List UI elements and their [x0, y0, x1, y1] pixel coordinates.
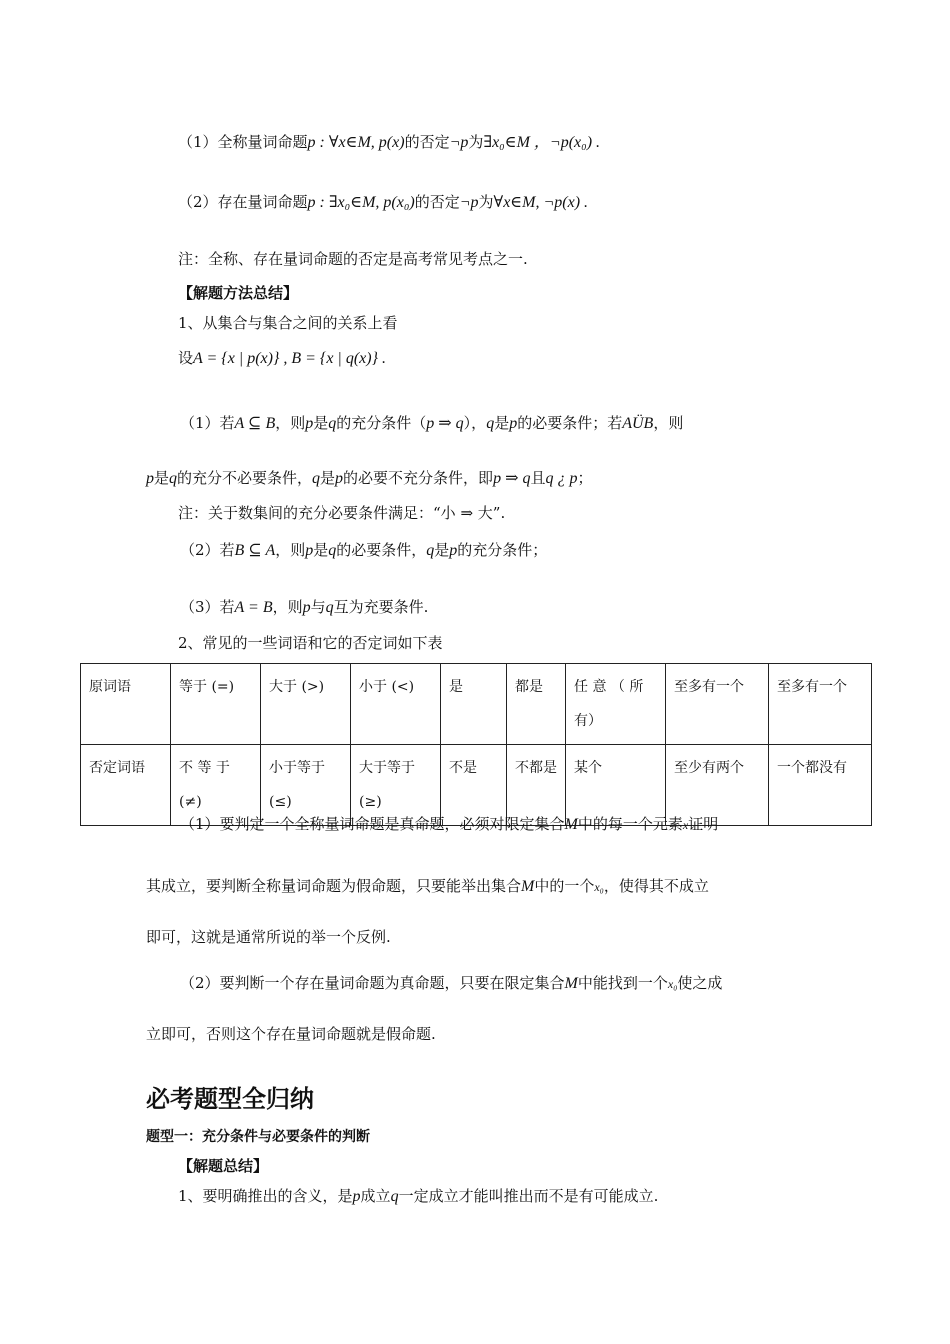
table-cell: 都是 [507, 664, 566, 745]
table-cell: 小于 (<) [351, 664, 441, 745]
negation-words-table [80, 663, 872, 826]
table-cell: 否定词语 [81, 745, 171, 826]
method-heading: 【解题方法总结】 [178, 284, 299, 302]
negation-universal: （1）全称量词命题p : ∀x∈M, p(x)的否定¬p为∃x₀∈M ，¬p(x₀) . [178, 133, 601, 151]
table-cell: 大于 (>) [261, 664, 351, 745]
set-definition: 设A = {x | p(x)} , B = {x | q(x)} . [178, 349, 386, 367]
table-cell: 小于等于 (≤) [261, 745, 351, 826]
paragraph-1-line-c: 即可，这就是通常所说的举一个反例. [146, 928, 391, 946]
table-cell: 任 意 （ 所 有） [566, 664, 666, 745]
method-item-1: 1、从集合与集合之间的关系上看 [178, 314, 398, 332]
note-negation: 注：全称、存在量词命题的否定是高考常见考点之一. [178, 250, 528, 268]
paragraph-1-line-b: 其成立，要判断全称量词命题为假命题，只要能举出集合M中的一个x₀，使得其不成立 [146, 877, 709, 895]
case-2: （2）若B ⊆ A，则p是q的必要条件，q是p的充分条件； [180, 541, 548, 559]
case-1-line-a: （1）若A ⊆ B，则p是q的充分条件（p ⇒ q），q是p的必要条件；若AÜB，则 [180, 414, 684, 432]
table-cell: 大于等于 (≥) [351, 745, 441, 826]
paragraph-1-line-a: （1）要判定一个全称量词命题是真命题，必须对限定集合M中的每一个元素x证明 [180, 815, 719, 833]
note-number-sets: 注：关于数集间的充分必要条件满足：“小 ⇒ 大”. [178, 504, 506, 522]
method-item-2: 2、常见的一些词语和它的否定词如下表 [178, 634, 443, 652]
table-cell: 不都是 [507, 745, 566, 826]
table-cell: 一个都没有 [769, 745, 872, 826]
negation-existential: （2）存在量词命题p : ∃x₀∈M, p(x₀)的否定¬p为∀x∈M, ¬p(x) . [178, 193, 589, 211]
summary-heading: 【解题总结】 [178, 1157, 269, 1175]
paragraph-2-line-b: 立即可，否则这个存在量词命题就是假命题. [146, 1025, 436, 1043]
table-cell: 某个 [566, 745, 666, 826]
table-cell: 不 等 于 (≠) [171, 745, 261, 826]
table-cell: 是 [441, 664, 507, 745]
case-3: （3）若A = B，则p与q互为充要条件. [180, 598, 429, 616]
table-cell: 不是 [441, 745, 507, 826]
table-cell: 等于 (=) [171, 664, 261, 745]
table-row-original [81, 664, 872, 745]
table-cell: 至多有一个 [666, 664, 769, 745]
table-cell: 至多有一个 [769, 664, 872, 745]
paragraph-2-line-a: （2）要判断一个存在量词命题为真命题，只要在限定集合M中能找到一个x₀使之成 [180, 974, 723, 992]
case-1-line-b: p是q的充分不必要条件，q是p的必要不充分条件，即p ⇒ q且q ¿ p； [146, 469, 593, 487]
summary-item-1: 1、要明确推出的含义，是p成立q一定成立才能叫推出而不是有可能成立. [178, 1187, 659, 1205]
table-cell: 至少有两个 [666, 745, 769, 826]
table-cell: 原词语 [81, 664, 171, 745]
type-1-title: 题型一：充分条件与必要条件的判断 [146, 1129, 370, 1145]
section-title: 必考题型全归纳 [146, 1085, 314, 1113]
